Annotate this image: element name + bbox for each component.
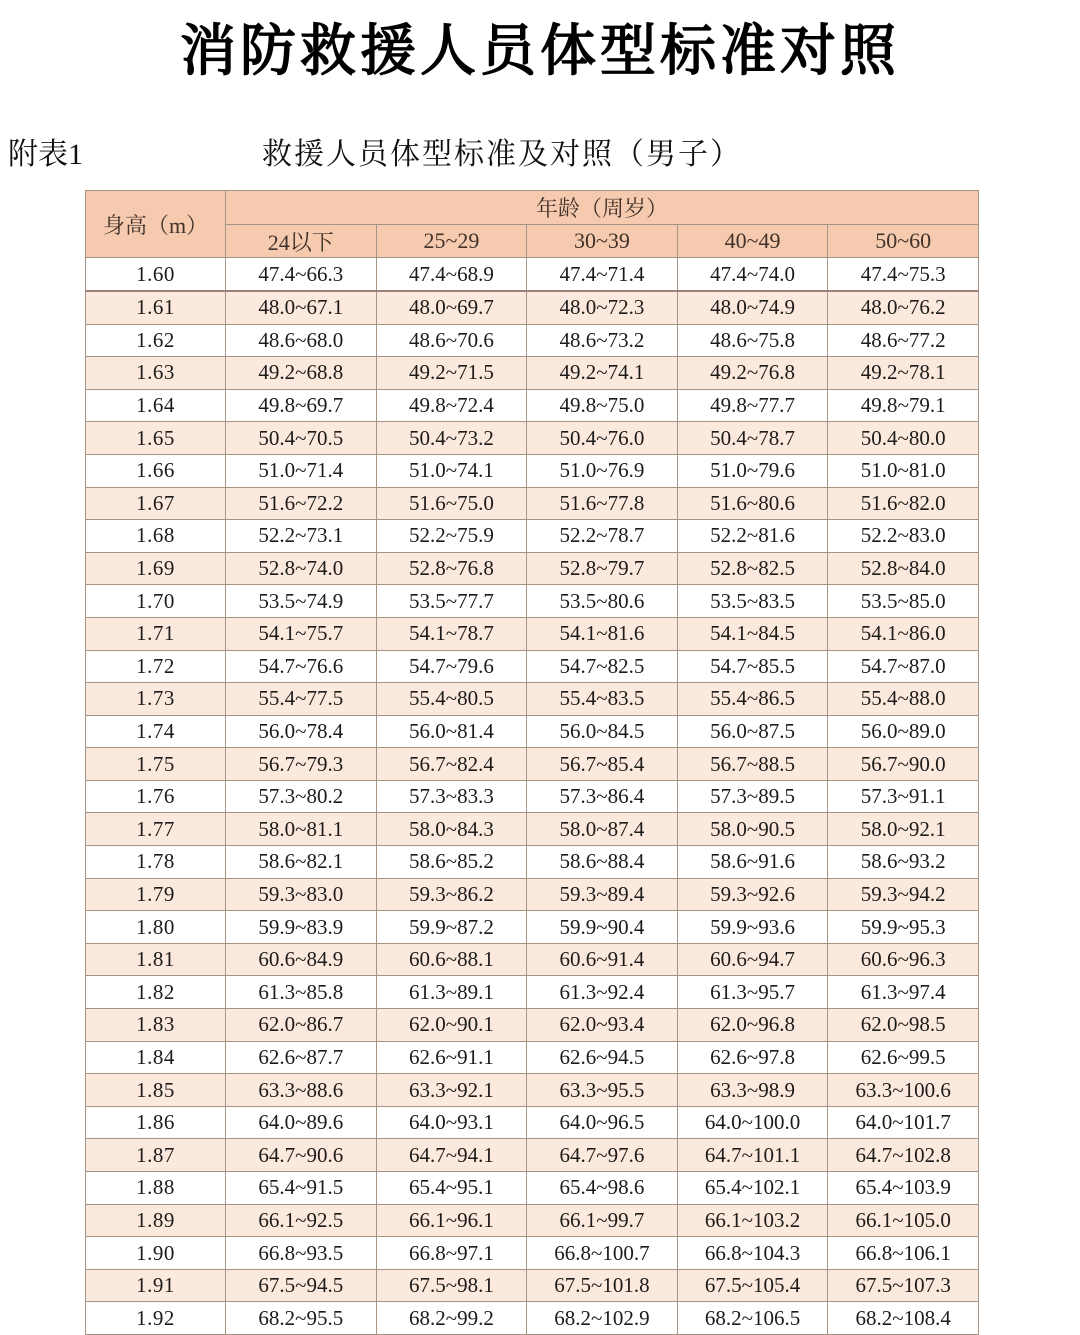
appendix-label: 附表1 [8,138,83,172]
weight-range-cell: 56.0~78.4 [226,715,377,748]
weight-range-cell: 65.4~98.6 [527,1172,678,1205]
table-body [86,258,979,1335]
height-cell: 1.85 [86,1074,226,1107]
weight-range-cell: 55.4~77.5 [226,683,377,716]
table-row [86,715,979,748]
weight-range-cell: 49.8~72.4 [376,389,527,422]
height-cell: 1.90 [86,1237,226,1270]
weight-range-cell: 66.1~103.2 [677,1204,828,1237]
height-cell: 1.76 [86,780,226,813]
height-cell: 1.84 [86,1041,226,1074]
weight-range-cell: 62.6~94.5 [527,1041,678,1074]
weight-range-cell: 51.0~71.4 [226,454,377,487]
height-cell: 1.67 [86,487,226,520]
height-cell: 1.78 [86,846,226,879]
weight-range-cell: 49.8~75.0 [527,389,678,422]
weight-range-cell: 52.8~74.0 [226,552,377,585]
weight-range-cell: 52.8~79.7 [527,552,678,585]
weight-range-cell: 66.8~104.3 [677,1237,828,1270]
weight-range-cell: 68.2~106.5 [677,1302,828,1335]
weight-range-cell: 48.6~68.0 [226,324,377,357]
weight-range-cell: 54.7~87.0 [828,650,979,683]
table-row [86,683,979,716]
height-cell: 1.82 [86,976,226,1009]
height-cell: 1.63 [86,357,226,390]
weight-range-cell: 68.2~102.9 [527,1302,678,1335]
weight-range-cell: 48.6~70.6 [376,324,527,357]
table-row [86,1041,979,1074]
weight-range-cell: 64.0~100.0 [677,1106,828,1139]
height-cell: 1.64 [86,389,226,422]
weight-range-cell: 64.0~93.1 [376,1106,527,1139]
weight-range-cell: 66.8~97.1 [376,1237,527,1270]
table-row [86,1302,979,1335]
weight-range-cell: 65.4~91.5 [226,1172,377,1205]
table-row [86,520,979,553]
weight-range-cell: 62.6~87.7 [226,1041,377,1074]
table-row [86,1106,979,1139]
weight-range-cell: 59.9~90.4 [527,911,678,944]
weight-range-cell: 68.2~95.5 [226,1302,377,1335]
weight-range-cell: 48.0~76.2 [828,291,979,324]
table-row [86,878,979,911]
weight-range-cell: 61.3~92.4 [527,976,678,1009]
weight-range-cell: 50.4~78.7 [677,422,828,455]
height-cell: 1.73 [86,683,226,716]
age-column-header: 24以下 [226,225,377,258]
weight-range-cell: 47.4~71.4 [527,258,678,291]
weight-range-cell: 52.8~82.5 [677,552,828,585]
table-row [86,1172,979,1205]
weight-range-cell: 59.3~89.4 [527,878,678,911]
weight-range-cell: 57.3~83.3 [376,780,527,813]
weight-range-cell: 47.4~74.0 [677,258,828,291]
table-header [86,191,979,258]
weight-range-cell: 48.0~69.7 [376,291,527,324]
weight-range-cell: 64.7~90.6 [226,1139,377,1172]
table-row [86,258,979,291]
table-row [86,650,979,683]
weight-range-cell: 59.3~86.2 [376,878,527,911]
height-cell: 1.75 [86,748,226,781]
weight-range-cell: 64.0~89.6 [226,1106,377,1139]
weight-range-cell: 56.0~81.4 [376,715,527,748]
weight-range-cell: 61.3~95.7 [677,976,828,1009]
weight-range-cell: 56.0~84.5 [527,715,678,748]
table-row [86,454,979,487]
weight-range-cell: 54.1~81.6 [527,617,678,650]
table-row [86,911,979,944]
weight-range-cell: 51.6~80.6 [677,487,828,520]
table-row [86,324,979,357]
weight-range-cell: 52.8~84.0 [828,552,979,585]
weight-range-cell: 64.7~97.6 [527,1139,678,1172]
weight-range-cell: 50.4~76.0 [527,422,678,455]
weight-range-cell: 62.6~91.1 [376,1041,527,1074]
weight-range-cell: 61.3~97.4 [828,976,979,1009]
weight-range-cell: 66.1~92.5 [226,1204,377,1237]
weight-range-cell: 58.6~93.2 [828,846,979,879]
weight-range-cell: 47.4~68.9 [376,258,527,291]
weight-range-cell: 50.4~80.0 [828,422,979,455]
weight-range-cell: 47.4~75.3 [828,258,979,291]
weight-range-cell: 58.0~81.1 [226,813,377,846]
weight-range-cell: 50.4~73.2 [376,422,527,455]
weight-range-cell: 58.6~82.1 [226,846,377,879]
weight-range-cell: 54.1~75.7 [226,617,377,650]
weight-range-cell: 51.0~74.1 [376,454,527,487]
weight-range-cell: 66.8~93.5 [226,1237,377,1270]
weight-range-cell: 51.0~76.9 [527,454,678,487]
weight-range-cell: 61.3~85.8 [226,976,377,1009]
weight-range-cell: 58.6~88.4 [527,846,678,879]
weight-range-cell: 63.3~88.6 [226,1074,377,1107]
weight-range-cell: 58.6~91.6 [677,846,828,879]
weight-range-cell: 49.8~77.7 [677,389,828,422]
height-cell: 1.65 [86,422,226,455]
height-cell: 1.66 [86,454,226,487]
weight-range-cell: 68.2~99.2 [376,1302,527,1335]
weight-range-cell: 64.7~94.1 [376,1139,527,1172]
weight-range-cell: 51.6~75.0 [376,487,527,520]
height-cell: 1.74 [86,715,226,748]
weight-range-cell: 59.3~83.0 [226,878,377,911]
weight-range-cell: 47.4~66.3 [226,258,377,291]
weight-range-cell: 48.0~67.1 [226,291,377,324]
weight-range-cell: 58.0~92.1 [828,813,979,846]
height-cell: 1.68 [86,520,226,553]
weight-range-cell: 59.9~83.9 [226,911,377,944]
weight-range-cell: 59.3~94.2 [828,878,979,911]
weight-range-cell: 64.7~101.1 [677,1139,828,1172]
height-cell: 1.81 [86,943,226,976]
table-row [86,1009,979,1042]
weight-range-cell: 54.1~86.0 [828,617,979,650]
weight-range-cell: 55.4~83.5 [527,683,678,716]
weight-range-cell: 65.4~102.1 [677,1172,828,1205]
weight-range-cell: 56.0~89.0 [828,715,979,748]
weight-range-cell: 67.5~101.8 [527,1269,678,1302]
weight-range-cell: 57.3~80.2 [226,780,377,813]
table-row [86,1139,979,1172]
weight-range-cell: 63.3~98.9 [677,1074,828,1107]
weight-range-cell: 56.7~90.0 [828,748,979,781]
weight-range-cell: 48.6~73.2 [527,324,678,357]
weight-range-cell: 49.2~68.8 [226,357,377,390]
weight-range-cell: 51.6~77.8 [527,487,678,520]
weight-range-cell: 58.0~90.5 [677,813,828,846]
weight-range-cell: 58.6~85.2 [376,846,527,879]
weight-range-cell: 61.3~89.1 [376,976,527,1009]
height-column-header: 身高（m） [86,191,226,258]
height-cell: 1.86 [86,1106,226,1139]
weight-range-cell: 66.1~105.0 [828,1204,979,1237]
header-row-age-band [86,191,979,225]
weight-range-cell: 62.0~86.7 [226,1009,377,1042]
weight-range-cell: 53.5~77.7 [376,585,527,618]
weight-range-cell: 50.4~70.5 [226,422,377,455]
weight-range-cell: 51.0~81.0 [828,454,979,487]
table-row [86,1237,979,1270]
weight-range-cell: 55.4~88.0 [828,683,979,716]
document-page [0,20,1080,1331]
weight-range-cell: 60.6~94.7 [677,943,828,976]
age-column-header: 40~49 [677,225,828,258]
weight-range-cell: 65.4~95.1 [376,1172,527,1205]
weight-range-cell: 56.7~79.3 [226,748,377,781]
height-cell: 1.77 [86,813,226,846]
age-column-header: 25~29 [376,225,527,258]
weight-range-cell: 62.6~97.8 [677,1041,828,1074]
weight-range-cell: 67.5~105.4 [677,1269,828,1302]
table-row [86,357,979,390]
height-cell: 1.79 [86,878,226,911]
table-row [86,748,979,781]
weight-range-cell: 68.2~108.4 [828,1302,979,1335]
weight-range-cell: 66.8~106.1 [828,1237,979,1270]
table-row [86,780,979,813]
height-cell: 1.61 [86,291,226,324]
table-row [86,291,979,324]
weight-range-cell: 49.8~69.7 [226,389,377,422]
table-row [86,1074,979,1107]
height-cell: 1.80 [86,911,226,944]
weight-range-cell: 53.5~85.0 [828,585,979,618]
height-cell: 1.88 [86,1172,226,1205]
table-row [86,552,979,585]
weight-range-cell: 65.4~103.9 [828,1172,979,1205]
weight-range-cell: 59.9~93.6 [677,911,828,944]
table-row [86,943,979,976]
weight-range-cell: 64.0~96.5 [527,1106,678,1139]
weight-range-cell: 59.3~92.6 [677,878,828,911]
weight-range-cell: 49.2~71.5 [376,357,527,390]
weight-range-cell: 55.4~86.5 [677,683,828,716]
age-column-header: 30~39 [527,225,678,258]
weight-range-cell: 63.3~100.6 [828,1074,979,1107]
table-subtitle: 救援人员体型标准及对照（男子） [262,138,742,172]
weight-range-cell: 62.6~99.5 [828,1041,979,1074]
weight-range-cell: 52.2~75.9 [376,520,527,553]
weight-range-cell: 53.5~83.5 [677,585,828,618]
weight-range-cell: 67.5~94.5 [226,1269,377,1302]
weight-range-cell: 57.3~86.4 [527,780,678,813]
table-row [86,813,979,846]
weight-range-cell: 55.4~80.5 [376,683,527,716]
weight-range-cell: 58.0~84.3 [376,813,527,846]
height-cell: 1.70 [86,585,226,618]
table-row [86,617,979,650]
weight-range-cell: 52.2~73.1 [226,520,377,553]
height-cell: 1.91 [86,1269,226,1302]
height-cell: 1.69 [86,552,226,585]
weight-range-cell: 52.2~78.7 [527,520,678,553]
body-standard-table [85,190,979,1335]
weight-range-cell: 56.7~88.5 [677,748,828,781]
weight-range-cell: 54.7~85.5 [677,650,828,683]
table-row [86,487,979,520]
weight-range-cell: 62.0~96.8 [677,1009,828,1042]
weight-range-cell: 56.0~87.5 [677,715,828,748]
weight-range-cell: 49.2~78.1 [828,357,979,390]
height-cell: 1.71 [86,617,226,650]
weight-range-cell: 57.3~91.1 [828,780,979,813]
page-title: 消防救援人员体型标准对照 [180,21,900,83]
weight-range-cell: 52.8~76.8 [376,552,527,585]
weight-range-cell: 48.0~72.3 [527,291,678,324]
weight-range-cell: 66.1~96.1 [376,1204,527,1237]
weight-range-cell: 49.2~74.1 [527,357,678,390]
weight-range-cell: 63.3~95.5 [527,1074,678,1107]
weight-range-cell: 49.2~76.8 [677,357,828,390]
age-group-header: 年龄（周岁） [226,191,979,225]
weight-range-cell: 48.6~75.8 [677,324,828,357]
weight-range-cell: 64.0~101.7 [828,1106,979,1139]
weight-range-cell: 54.7~79.6 [376,650,527,683]
weight-range-cell: 51.6~82.0 [828,487,979,520]
weight-range-cell: 60.6~88.1 [376,943,527,976]
weight-range-cell: 54.7~76.6 [226,650,377,683]
weight-range-cell: 59.9~87.2 [376,911,527,944]
table-row [86,585,979,618]
table-row [86,389,979,422]
weight-range-cell: 58.0~87.4 [527,813,678,846]
weight-range-cell: 60.6~96.3 [828,943,979,976]
weight-range-cell: 62.0~90.1 [376,1009,527,1042]
weight-range-cell: 63.3~92.1 [376,1074,527,1107]
weight-range-cell: 49.8~79.1 [828,389,979,422]
weight-range-cell: 62.0~93.4 [527,1009,678,1042]
weight-range-cell: 54.7~82.5 [527,650,678,683]
subtitle-row [0,136,1080,174]
weight-range-cell: 67.5~98.1 [376,1269,527,1302]
weight-range-cell: 53.5~80.6 [527,585,678,618]
weight-range-cell: 51.6~72.2 [226,487,377,520]
weight-range-cell: 66.1~99.7 [527,1204,678,1237]
table-row [86,422,979,455]
weight-range-cell: 48.6~77.2 [828,324,979,357]
weight-range-cell: 56.7~82.4 [376,748,527,781]
table-row [86,1204,979,1237]
height-cell: 1.92 [86,1302,226,1335]
height-cell: 1.62 [86,324,226,357]
weight-range-cell: 57.3~89.5 [677,780,828,813]
weight-range-cell: 53.5~74.9 [226,585,377,618]
weight-range-cell: 52.2~81.6 [677,520,828,553]
weight-range-cell: 67.5~107.3 [828,1269,979,1302]
weight-range-cell: 60.6~84.9 [226,943,377,976]
height-cell: 1.60 [86,258,226,291]
height-cell: 1.83 [86,1009,226,1042]
weight-range-cell: 60.6~91.4 [527,943,678,976]
weight-range-cell: 54.1~78.7 [376,617,527,650]
weight-range-cell: 54.1~84.5 [677,617,828,650]
table-row [86,1269,979,1302]
table-row [86,846,979,879]
weight-range-cell: 66.8~100.7 [527,1237,678,1270]
weight-range-cell: 51.0~79.6 [677,454,828,487]
weight-range-cell: 59.9~95.3 [828,911,979,944]
weight-range-cell: 52.2~83.0 [828,520,979,553]
weight-range-cell: 62.0~98.5 [828,1009,979,1042]
age-column-header: 50~60 [828,225,979,258]
height-cell: 1.72 [86,650,226,683]
height-cell: 1.87 [86,1139,226,1172]
weight-range-cell: 56.7~85.4 [527,748,678,781]
table-row [86,976,979,1009]
weight-range-cell: 48.0~74.9 [677,291,828,324]
height-cell: 1.89 [86,1204,226,1237]
weight-range-cell: 64.7~102.8 [828,1139,979,1172]
